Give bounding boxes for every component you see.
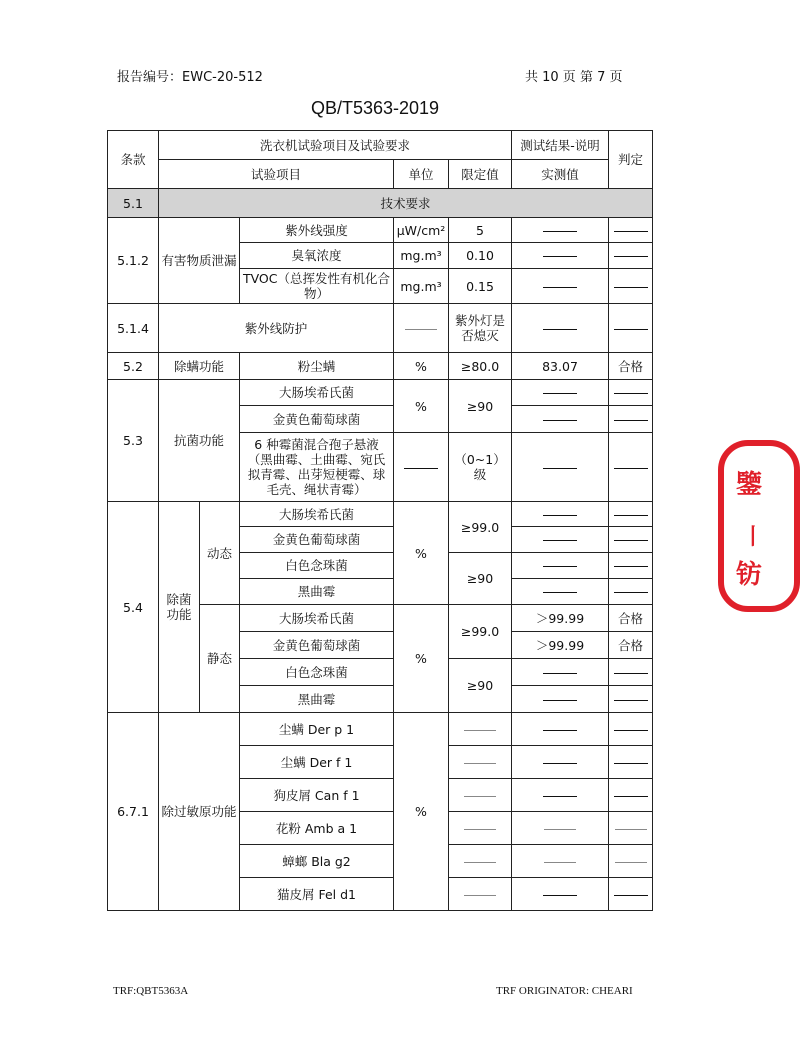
clause-5-1: 5.1 (108, 189, 159, 218)
table-cell: mg.m³ (394, 269, 449, 304)
table-cell: % (394, 380, 449, 433)
dash-mark (512, 243, 609, 269)
clause-5-2: 5.2 (108, 353, 159, 380)
dash-mark (609, 686, 653, 713)
table-cell: 合格 (609, 353, 653, 380)
dash-mark (512, 579, 609, 605)
table-cell: 臭氧浓度 (240, 243, 394, 269)
clause-5-1-2: 5.1.2 (108, 218, 159, 304)
table-cell: （0~1）级 (449, 433, 512, 502)
dash-mark (394, 304, 449, 353)
dash-mark (512, 878, 609, 911)
footer-trf: TRF:QBT5363A (113, 985, 189, 997)
clause-5-1-4: 5.1.4 (108, 304, 159, 353)
dash-mark (609, 269, 653, 304)
header-unit: 单位 (394, 160, 449, 189)
dash-mark (609, 579, 653, 605)
table-cell: 金黄色葡萄球菌 (240, 527, 394, 553)
table-cell: ≥80.0 (449, 353, 512, 380)
table-cell: 花粉 Amb a 1 (240, 812, 394, 845)
dash-mark (609, 218, 653, 243)
table-cell: ≥90 (449, 659, 512, 713)
dash-mark (609, 845, 653, 878)
dash-mark (609, 659, 653, 686)
dash-mark (512, 527, 609, 553)
table-cell: ≥99.0 (449, 605, 512, 659)
table-cell: 紫外线强度 (240, 218, 394, 243)
dash-mark (512, 406, 609, 433)
table-cell: TVOC（总挥发性有机化合物） (240, 269, 394, 304)
dynamic-label: 动态 (200, 502, 240, 605)
table-cell: 5 (449, 218, 512, 243)
dash-mark (609, 304, 653, 353)
static-label: 静态 (200, 605, 240, 713)
dash-mark (449, 878, 512, 911)
dash-mark (512, 779, 609, 812)
dash-mark (609, 406, 653, 433)
dash-mark (512, 269, 609, 304)
table-cell: 粉尘螨 (240, 353, 394, 380)
table-cell: 金黄色葡萄球菌 (240, 406, 394, 433)
mite-removal-label: 除螨功能 (159, 353, 240, 380)
dash-mark (512, 713, 609, 746)
dash-mark (609, 380, 653, 406)
uv-protection-label: 紫外线防护 (159, 304, 394, 353)
table-cell: 白色念珠菌 (240, 553, 394, 579)
table-cell: 合格 (609, 632, 653, 659)
test-requirements-table (107, 130, 653, 911)
dash-mark (512, 686, 609, 713)
clause-5-3: 5.3 (108, 380, 159, 502)
table-cell: 尘螨 Der p 1 (240, 713, 394, 746)
dash-mark (609, 713, 653, 746)
header-limit: 限定值 (449, 160, 512, 189)
harmful-leak-label: 有害物质泄漏 (159, 218, 240, 304)
header-test-item: 试验项目 (159, 160, 394, 189)
table-cell: % (394, 353, 449, 380)
table-cell: 0.15 (449, 269, 512, 304)
report-number: 报告编号：EWC-20-512 (117, 70, 263, 85)
clause-6-7-1: 6.7.1 (108, 713, 159, 911)
clause-5-4: 5.4 (108, 502, 159, 713)
allergen-removal-label: 除过敏原功能 (159, 713, 240, 911)
dash-mark (609, 779, 653, 812)
table-cell: 猫皮屑 Fel d1 (240, 878, 394, 911)
table-cell: 黑曲霉 (240, 686, 394, 713)
table-cell: 蟑螂 Bla g2 (240, 845, 394, 878)
table-cell: 大肠埃希氏菌 (240, 380, 394, 406)
sterilization-label: 除菌功能 (159, 502, 200, 713)
dash-mark (449, 845, 512, 878)
table-cell: 紫外灯是否熄灭 (449, 304, 512, 353)
table-cell: ＞99.99 (512, 632, 609, 659)
header-clause: 条款 (108, 131, 159, 189)
page-info: 共 10 页 第 7 页 (525, 70, 623, 85)
dash-mark (609, 553, 653, 579)
dash-mark (449, 746, 512, 779)
dash-mark (394, 433, 449, 502)
header-measured: 实测值 (512, 160, 609, 189)
dash-mark (609, 812, 653, 845)
dash-mark (512, 553, 609, 579)
dash-mark (512, 812, 609, 845)
table-cell: 黑曲霉 (240, 579, 394, 605)
table-cell: 合格 (609, 605, 653, 632)
dash-mark (449, 779, 512, 812)
table-cell: 狗皮屑 Can f 1 (240, 779, 394, 812)
dash-mark (512, 304, 609, 353)
dash-mark (449, 812, 512, 845)
table-cell: 金黄色葡萄球菌 (240, 632, 394, 659)
table-cell: % (394, 713, 449, 911)
dash-mark (512, 218, 609, 243)
footer-originator: TRF ORIGINATOR: CHEARI (496, 985, 633, 997)
dash-mark (609, 527, 653, 553)
dash-mark (609, 433, 653, 502)
dash-mark (609, 243, 653, 269)
dash-mark (512, 845, 609, 878)
header-judgement: 判定 (609, 131, 653, 189)
table-cell: 尘螨 Der f 1 (240, 746, 394, 779)
dash-mark (449, 713, 512, 746)
table-cell: 83.07 (512, 353, 609, 380)
table-cell: 大肠埃希氏菌 (240, 502, 394, 527)
dash-mark (512, 746, 609, 779)
table-cell: ≥90 (449, 553, 512, 605)
dash-mark (609, 502, 653, 527)
table-cell: % (394, 605, 449, 713)
table-cell: mg.m³ (394, 243, 449, 269)
table-cell: ＞99.99 (512, 605, 609, 632)
table-cell: 0.10 (449, 243, 512, 269)
table-cell: 6 种霉菌混合孢子悬液（黑曲霉、土曲霉、宛氏拟青霉、出芽短梗霉、球毛壳、绳状青霉） (240, 433, 394, 502)
dash-mark (512, 380, 609, 406)
dash-mark (609, 878, 653, 911)
header-result: 测试结果-说明 (512, 131, 609, 160)
table-cell: ≥90 (449, 380, 512, 433)
table-cell: 白色念珠菌 (240, 659, 394, 686)
table-cell: μW/cm² (394, 218, 449, 243)
table-cell: ≥99.0 (449, 502, 512, 553)
table-cell: % (394, 502, 449, 605)
dash-mark (512, 502, 609, 527)
table-cell: 大肠埃希氏菌 (240, 605, 394, 632)
dash-mark (609, 746, 653, 779)
dash-mark (512, 433, 609, 502)
dash-mark (512, 659, 609, 686)
red-seal-stamp: 鑒 丨 钫 (718, 440, 800, 612)
header-items-requirements: 洗衣机试验项目及试验要求 (159, 131, 512, 160)
section-technical-requirements: 技术要求 (159, 189, 653, 218)
standard-title: QB/T5363-2019 (310, 98, 440, 118)
antibacterial-label: 抗菌功能 (159, 380, 240, 502)
